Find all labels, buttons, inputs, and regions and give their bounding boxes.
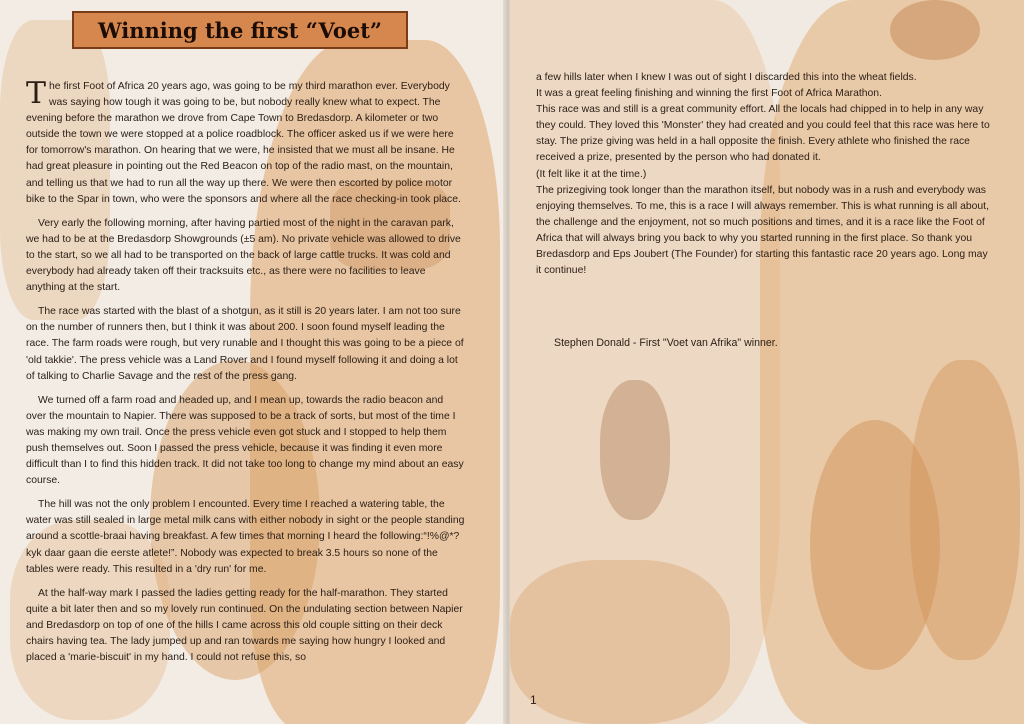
paragraph: It was a great feeling finishing and winning the first Foot of Africa Marathon.: [536, 88, 882, 100]
paragraph: At the half-way mark I passed the ladies getting ready for the half-marathon. They started quite a bit later then and so my lovely run continued. On the undulating section between Napier and Bredasdorp on top of one of the hills I came across this old couple sitting on their deck chairs having tea. The lady jumped up and ran towards me saying how hungry I looked and placed a 'marie-biscuit' in my hand. I could not refuse this, so: [26, 587, 463, 664]
background-photo-spectators: [510, 560, 730, 724]
paragraph: Very early the following morning, after having partied most of the night in the caravan park, we had to be at the Bredasdorp Showgrounds (±5 am). No private vehicle was allowed to drive to the start, so we all had to be transported on the back of large cattle trucks. It was cold and everybody had already taken off their tracksuits etc., as there were no facilities to leave anything at the start.: [26, 217, 461, 294]
paragraph: (It felt like it at the time.): [536, 168, 647, 180]
author-signature: Stephen Donald - First "Voet van Afrika" winner.: [554, 337, 778, 349]
page-mark: 1: [530, 693, 537, 707]
article-title: Winning the first “Voet”: [98, 17, 382, 43]
paragraph: The race was started with the blast of a shotgun, as it still is 20 years later. I am not too sure on the number of runners then, but I think it was about 200. I soon found myself leading the race. The farm roads were rough, but very runable and I thought this was going to be a piece of 'old takkie'. The press vehicle was a Land Rover and I found myself following it and doing a lot of talking to Charlie Savage and the rest of the press gang.: [26, 306, 464, 382]
background-photo-head: [890, 0, 980, 60]
right-page: [510, 0, 1024, 724]
drop-cap: T: [26, 76, 47, 111]
article-body-right: [536, 70, 994, 279]
background-photo-small-figure: [600, 380, 670, 520]
paragraph: The prizegiving took longer than the marathon itself, but nobody was in a rush and everybody was enjoying themselves. To me, this is a race I will always remember. This is what running is all about, the challenge and the enjoyment, not so much positions and times, and it is a race like the Foot of Africa that will always bring you back to why you started running in the first place. So thank you Bredasdorp and Eps Joubert (The Founder) for starting this fantastic race 20 years ago. Long may it continue!: [536, 184, 989, 277]
paragraph: We turned off a farm road and headed up, and I mean up, towards the radio beacon and over the mountain to Napier. There was supposed to be a track of sorts, but most of the time I was making my own trail. Once the press vehicle even got stuck and I stopped to help them push themselves out. Soon I passed the press vehicle, because it was finding it even more difficult than I to find this hidden track. It did not take too long to change my mind about an easy course.: [26, 394, 464, 487]
left-page: [0, 0, 508, 724]
paragraph: This race was and still is a great community effort. All the locals had chipped in to help in any way they could. They loved this 'Monster' they had created and you could feel that this race was here to stay. The prize giving was held in a hall opposite the finish. Every athlete who finished the race received a prize, presented by the person who had donated it.: [536, 104, 990, 164]
paragraph: a few hills later when I knew I was out of sight I discarded this into the wheat fields.: [536, 72, 917, 83]
article-title-banner: [72, 11, 408, 49]
background-photo-runner-leg-right: [910, 360, 1020, 660]
paragraph: The hill was not the only problem I encounted. Every time I reached a watering table, the water was still sealed in large metal milk cans with either nobody in sight or the people standing around a scottle-braai having breakfast. A few times that morning I heard the following:“!%@*? kyk daar gaan die eerste atlete!”. Nobody was expected to break 3.5 hours so none of the tables were ready. This resulted in a 'dry run' for me.: [26, 499, 465, 575]
paragraph: The first Foot of Africa 20 years ago, was going to be my third marathon ever. Everybody was saying how tough it was going to be, but nobody really knew what to expect. The evening before the marathon we drove from Cape Town to Bredasdorp. A kilometer or two outside the town we were stopped at a police roadblock. The officer asked us if we were here for tomorrow's marathon. On hearing that we were, he insisted that we must all be insane. He had great pleasure in pointing out the Red Beacon on top of the radio mast, on the mountain, and telling us that we had to run all the way up there. We were then escorted by police motor bike to the Spar in town, who were the sponsors and where all the race checking-in took place.: [26, 76, 461, 205]
article-body-left: [26, 76, 466, 674]
